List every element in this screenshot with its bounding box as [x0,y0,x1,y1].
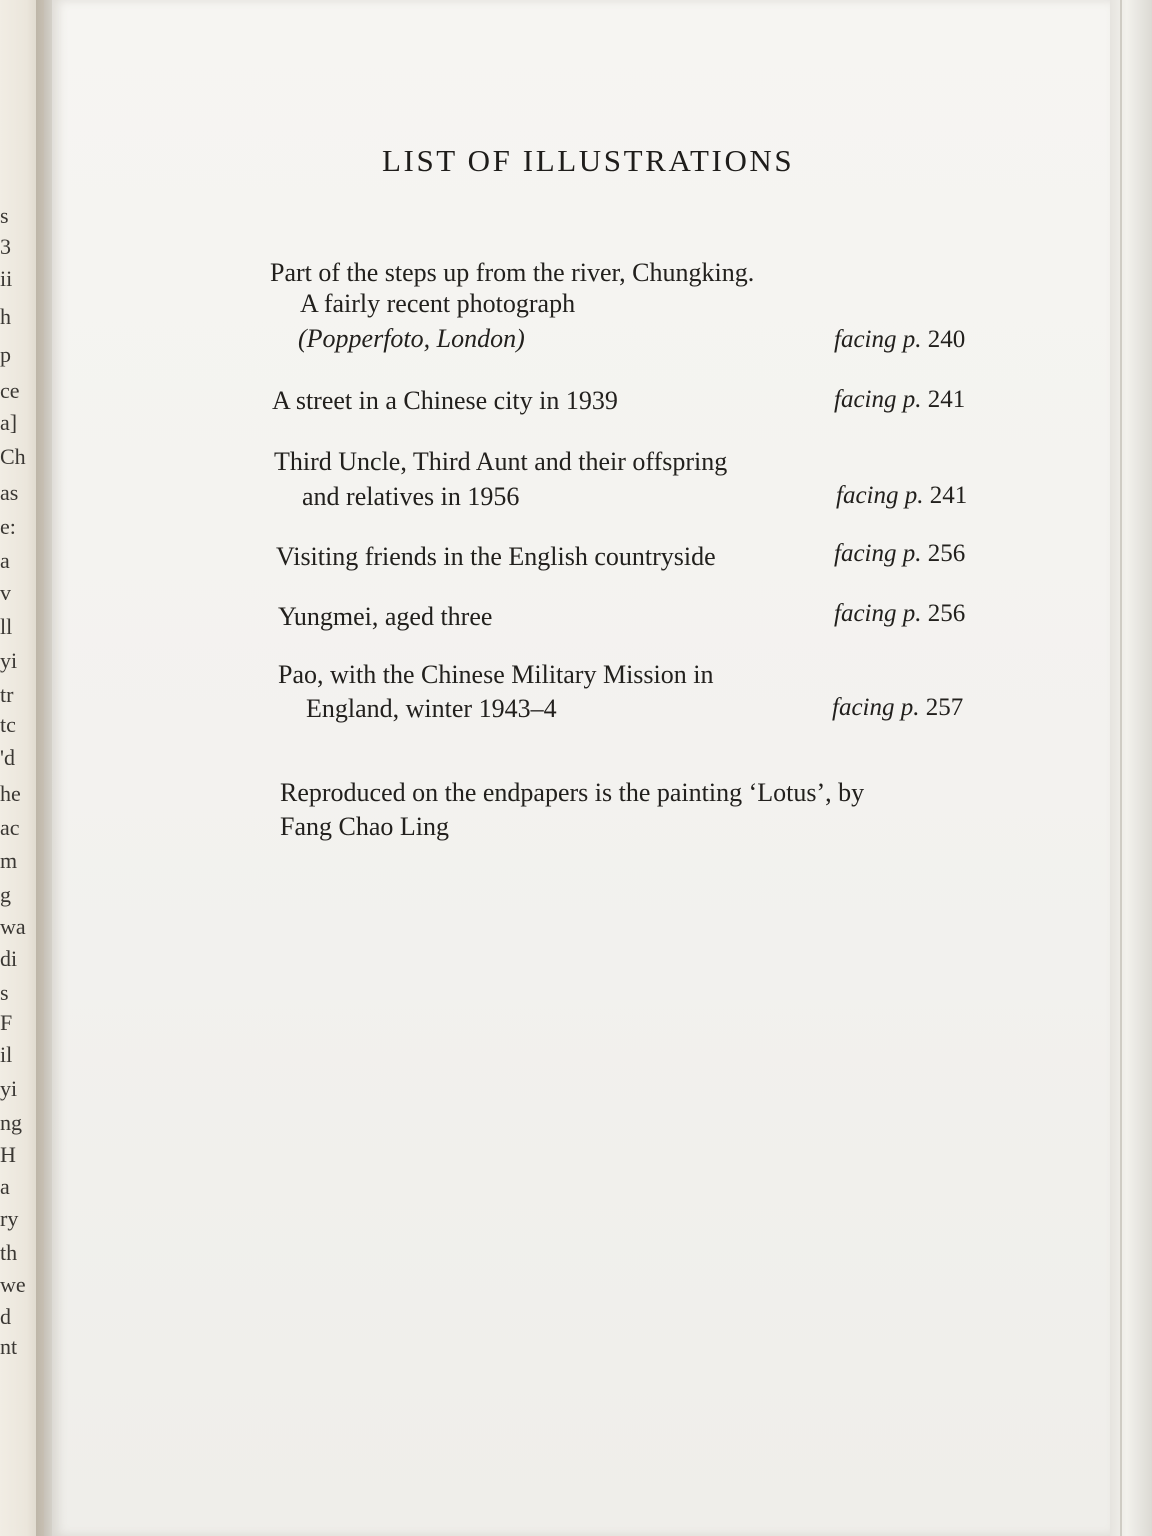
left-page-fragment: tc [0,712,16,737]
entry-caption-line: Visiting friends in the English countryside [276,542,716,571]
page-number: 240 [927,326,966,353]
left-page-fragment: ac [0,815,20,840]
left-page-fragment: tr [0,682,14,707]
left-page-fragment: s [0,203,9,228]
entry-caption-line: Pao, with the Chinese Military Mission in [278,660,714,689]
left-page-fragment: v [0,580,11,605]
entry-caption-line: England, winter 1943–4 [306,694,557,723]
left-page-fragment: we [0,1272,26,1297]
page-number: 257 [925,694,964,721]
facing-label: facing p. [832,694,920,721]
left-page-fragment: g [0,882,11,907]
entry-caption-line: Part of the steps up from the river, Chungking. [270,258,755,287]
right-edge-line [1120,0,1122,1536]
facing-label: facing p. [834,540,922,567]
facing-label: facing p. [836,482,924,509]
left-page-fragment: h [0,304,11,329]
endpaper-note-line: Reproduced on the endpapers is the painting ‘Lotus’, by [280,778,865,807]
entry-caption-line: and relatives in 1956 [302,482,520,511]
left-page-fragment: ii [0,266,13,291]
left-page-fragment: di [0,946,18,971]
page-number: 256 [927,540,966,567]
left-page-fragment: d [0,1304,11,1329]
facing-label: facing p. [834,326,922,353]
left-page-fragment: ng [0,1110,22,1135]
entry-caption-line: Third Uncle, Third Aunt and their offspring [274,447,728,476]
book-page [52,0,1110,1536]
left-page-fragment: wa [0,914,26,939]
left-page-fragment: H [0,1142,16,1167]
facing-page-ref [834,326,965,354]
left-page-fragment: a [0,548,10,573]
left-page-fragment: s [0,980,9,1005]
left-page-fragment: m [0,848,18,873]
entry-credit-line: (Popperfoto, London) [298,324,525,353]
left-page-fragment: a] [0,410,18,435]
left-page-fragment: e: [0,514,16,539]
left-page-fragment: he [0,781,21,806]
left-page-fragment: nt [0,1334,18,1359]
left-page-fragment: a [0,1174,10,1199]
left-page-fragment: as [0,480,19,505]
page-number: 256 [927,600,966,627]
left-page-fragment: il [0,1042,13,1067]
right-page-edge [1110,0,1152,1536]
page-number: 241 [927,386,966,413]
left-page-fragment: th [0,1240,18,1265]
left-page-fragment: 'd [0,745,15,770]
facing-label: facing p. [834,386,922,413]
left-page-fragment: F [0,1010,13,1035]
entry-caption-line: A street in a Chinese city in 1939 [272,386,618,415]
facing-page-ref [834,386,965,414]
endpaper-note [280,776,1000,844]
left-page-fragment: yi [0,648,18,673]
left-page-fragment: p [0,342,11,367]
left-page-fragment: ce [0,378,20,403]
entry-caption-line: Yungmei, aged three [278,602,493,631]
left-page-fragment: 3 [0,234,11,259]
facing-page-ref [834,600,965,628]
page-title: LIST OF ILLUSTRATIONS [382,143,795,178]
left-page-fragment: yi [0,1076,18,1101]
facing-page-ref [836,482,967,510]
facing-label: facing p. [834,600,922,627]
left-page-fragment: ll [0,614,13,639]
facing-page-ref [832,694,963,722]
entry-caption-line: A fairly recent photograph [300,289,576,318]
left-page-fragment: Ch [0,444,26,469]
endpaper-note-line: Fang Chao Ling [280,812,449,841]
page-number: 241 [929,482,968,509]
facing-page-ref [834,540,965,568]
left-page-fragment: ry [0,1206,19,1231]
